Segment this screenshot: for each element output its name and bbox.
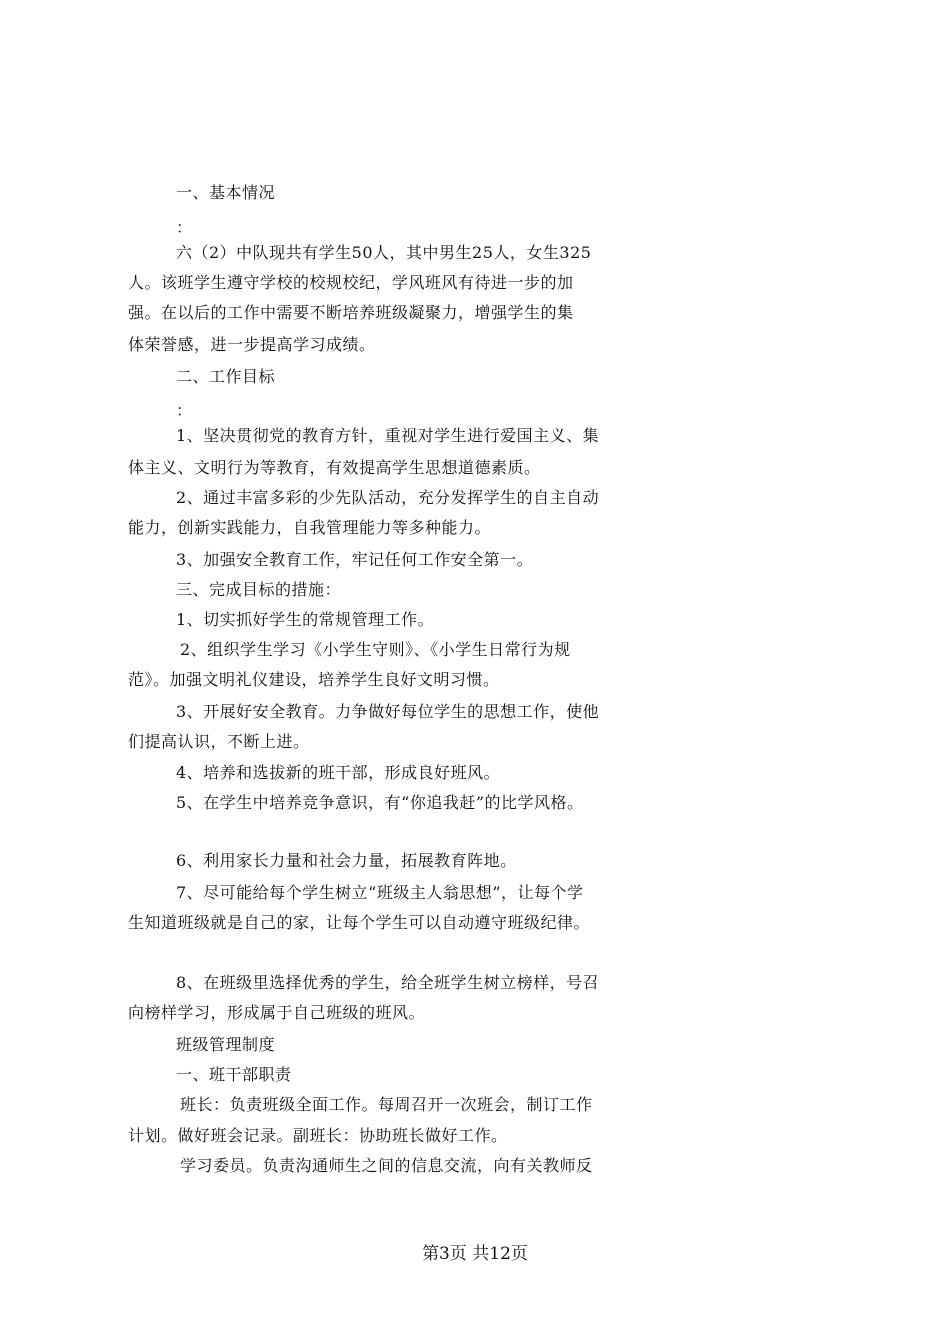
section-heading: 一、基本情况	[176, 183, 276, 202]
paragraph-line: 范》。加强文明礼仪建设，培养学生良好文明习惯。	[128, 670, 500, 689]
paragraph-line: 班长：负责班级全面工作。每周召开一次班会，制订工作	[180, 1095, 593, 1114]
section-heading: 三、完成目标的措施：	[176, 580, 342, 599]
paragraph-line: 人。该班学生遵守学校的校规校纪，学风班风有待进一步的加	[128, 273, 574, 292]
paragraph-line: 向榜样学习，形成属于自己班级的班风。	[128, 1003, 426, 1022]
section-heading: 一、班干部职责	[176, 1065, 292, 1084]
colon-line: ：	[176, 218, 193, 237]
paragraph-line: 6、利用家长力量和社会力量，拓展教育阵地。	[176, 851, 517, 870]
paragraph-line: 生知道班级就是自己的家，让每个学生可以自动遵守班级纪律。	[128, 913, 591, 932]
paragraph-line: 1、切实抓好学生的常规管理工作。	[176, 610, 435, 629]
paragraph-line: 7、尽可能给每个学生树立“班级主人翁思想”，让每个学	[176, 883, 584, 902]
page-number-footer: 第3页 共12页	[422, 1244, 528, 1264]
paragraph-line: 六（2）中队现共有学生50人，其中男生25人，女生325	[176, 243, 592, 262]
paragraph-line: 强。在以后的工作中需要不断培养班级凝聚力，增强学生的集	[128, 303, 574, 322]
paragraph-line: 们提高认识，不断上进。	[128, 732, 310, 751]
section-heading: 班级管理制度	[176, 1035, 276, 1054]
paragraph-line: 8、在班级里选择优秀的学生，给全班学生树立榜样，号召	[176, 973, 600, 992]
paragraph-line: 3、开展好安全教育。力争做好每位学生的思想工作，使他	[176, 702, 600, 721]
paragraph-line: 能力，创新实践能力，自我管理能力等多种能力。	[128, 518, 492, 537]
paragraph-line: 3、加强安全教育工作，牢记任何工作安全第一。	[176, 550, 534, 569]
section-heading: 二、工作目标	[176, 367, 276, 386]
paragraph-line: 2、组织学生学习《小学生守则》、《小学生日常行为规	[180, 640, 571, 659]
paragraph-line: 2、通过丰富多彩的少先队活动，充分发挥学生的自主自动	[176, 488, 600, 507]
paragraph-line: 体荣誉感，进一步提高学习成绩。	[128, 335, 376, 354]
paragraph-line: 1、坚决贯彻党的教育方针，重视对学生进行爱国主义、集	[176, 426, 600, 445]
colon-line: ：	[176, 401, 193, 420]
paragraph-line: 体主义、文明行为等教育，有效提高学生思想道德素质。	[128, 458, 541, 477]
paragraph-line: 5、在学生中培养竞争意识，有“你追我赶”的比学风格。	[176, 793, 584, 812]
paragraph-line: 学习委员。负责沟通师生之间的信息交流，向有关教师反	[180, 1156, 593, 1175]
paragraph-line: 4、培养和选拔新的班干部，形成良好班风。	[176, 763, 501, 782]
paragraph-line: 计划。做好班会记录。副班长：协助班长做好工作。	[128, 1126, 508, 1145]
